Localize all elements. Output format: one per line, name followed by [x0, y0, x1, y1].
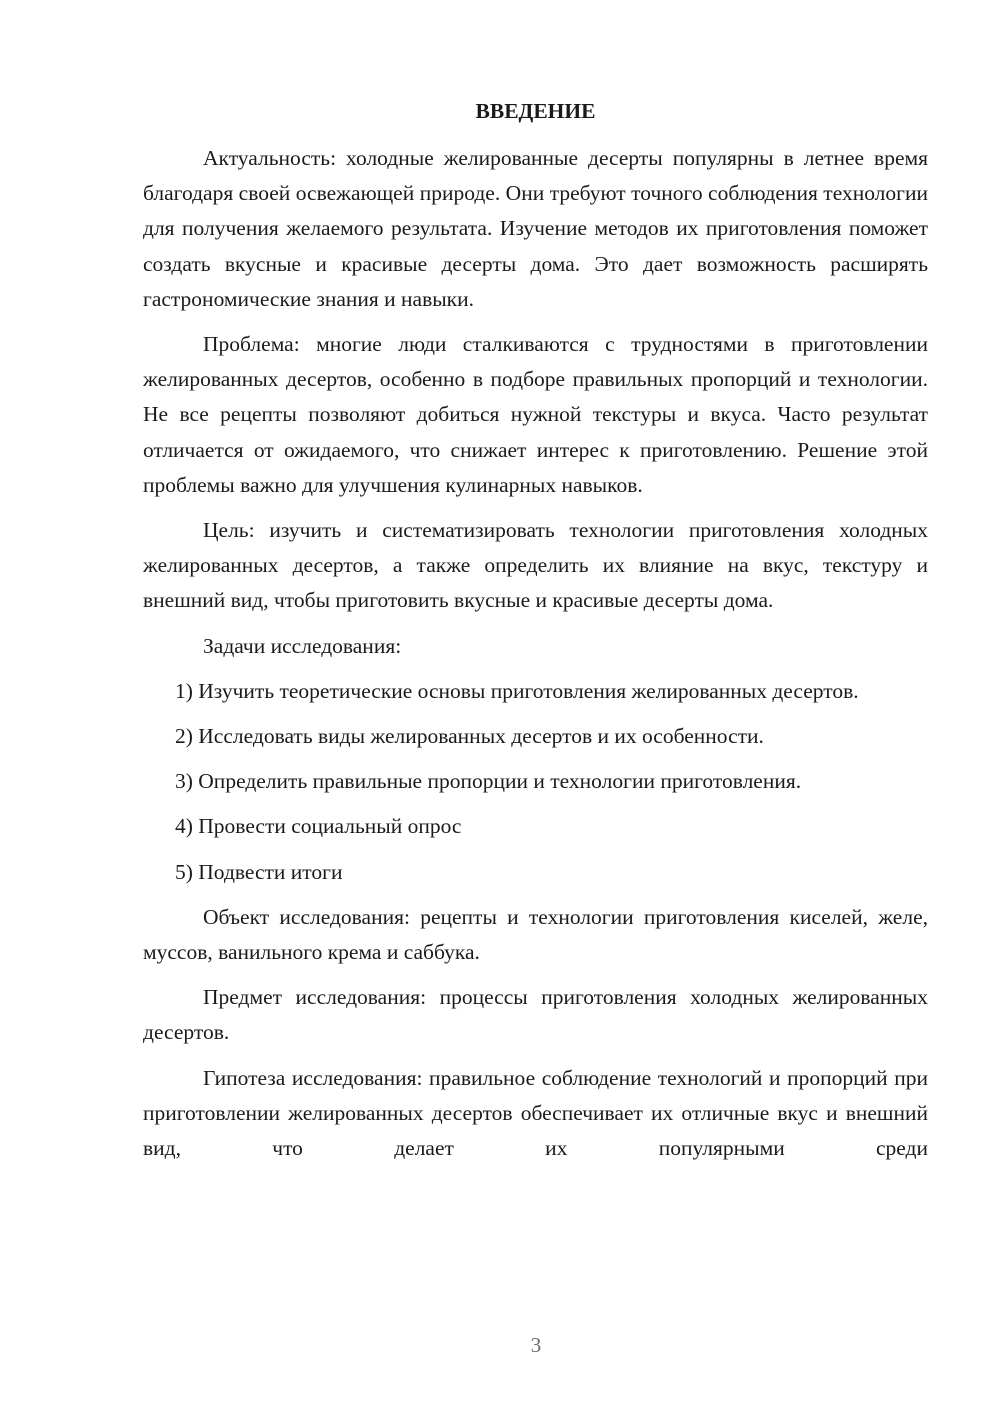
task-item-2: 2) Исследовать виды желированных десертов и их особенности. — [175, 724, 764, 749]
task-item-1: 1) Изучить теоретические основы приготовления желированных десертов. — [175, 678, 859, 703]
object-paragraph: Объект исследования: рецепты и технологии приготовления киселей, желе, муссов, ванильного крема и саббука. — [143, 904, 928, 965]
problem-paragraph: Проблема: многие люди сталкиваются с трудностями в приготовлении желированных десертов, особенно в подборе правильных пропорций и технологии. Не все рецепты позволяют добиться нужной текстуры и вкуса. Часто результат отличается от ожидаемого, что снижает интерес к приготовлению. Решение этой проблемы важно для улучшения кулинарных навыков. — [143, 332, 928, 497]
task-item-5: 5) Подвести итоги — [175, 859, 343, 884]
page-number: 3 — [530, 1333, 542, 1357]
task-item-4: 4) Провести социальный опрос — [175, 814, 462, 839]
tasks-heading: Задачи исследования: — [203, 633, 402, 658]
page-body — [143, 94, 928, 1166]
task-item-3: 3) Определить правильные пропорции и технологии приготовления. — [175, 769, 802, 794]
subject-paragraph: Предмет исследования: процессы приготовления холодных желированных десертов. — [143, 985, 928, 1045]
hypothesis-paragraph: Гипотеза исследования: правильное соблюдение технологий и пропорций при приготовлении желированных десертов обеспечивает их отличные вкус и внешний вид, что делает их популярными среди — [143, 1065, 928, 1161]
relevance-paragraph: Актуальность: холодные желированные десерты популярны в летнее время благодаря своей освежающей природе. Они требуют точного соблюдения технологии для получения желаемого результата. Изучение методов их приготовления поможет создать вкусные и красивые десерты дома. Это дает возможность расширять гастрономические знания и навыки. — [143, 146, 928, 311]
page-title: ВВЕДЕНИЕ — [475, 99, 596, 123]
goal-paragraph: Цель: изучить и систематизировать технологии приготовления холодных желированных десертов, а также определить их влияние на вкус, текстуру и внешний вид, чтобы приготовить вкусные и красивые десерты дома. — [143, 518, 928, 613]
